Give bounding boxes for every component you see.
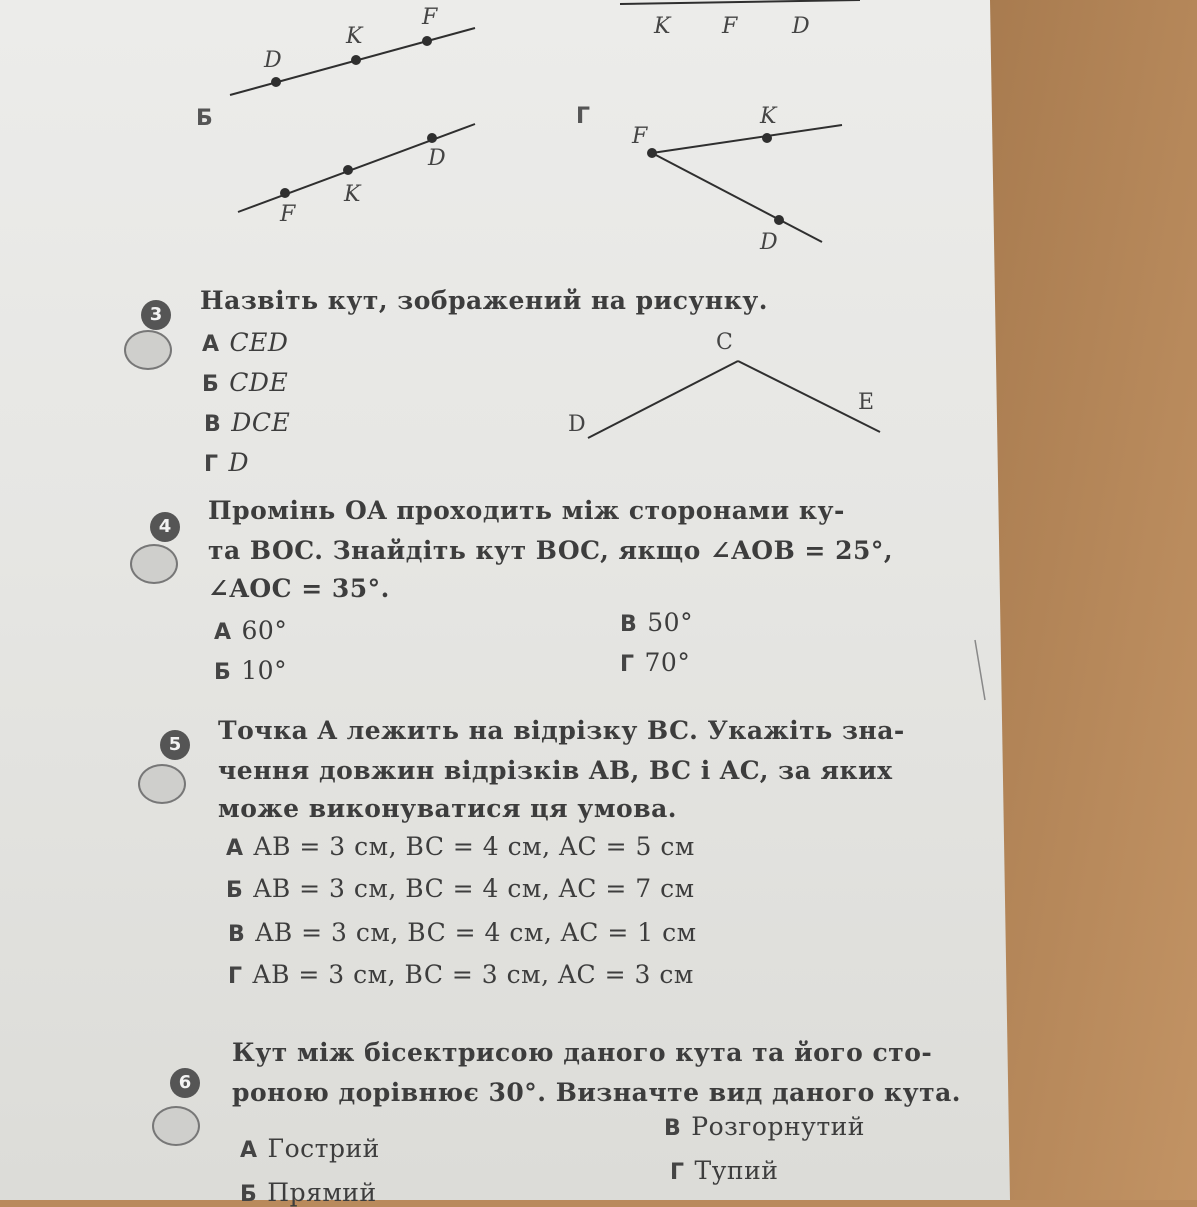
q3-label-d: D bbox=[568, 412, 586, 437]
q4-option-g[interactable]: Г 70° bbox=[620, 648, 691, 677]
q5-option-g[interactable]: Г AB = 3 см, BC = 3 см, AC = 3 см bbox=[228, 960, 694, 989]
q6-difficulty-badge bbox=[152, 1106, 200, 1146]
q3-number: 3 bbox=[141, 300, 171, 330]
q3-difficulty-badge bbox=[124, 330, 172, 370]
q5-stem-line-1: Точка A лежить на відрізку BC. Укажіть зна- bbox=[218, 716, 905, 745]
q5-stem-line-2: чення довжин відрізків AB, BC і AC, за яких bbox=[218, 756, 893, 785]
q4-option-a[interactable]: А 60° bbox=[214, 616, 288, 645]
q4-stem-line-2: та BOC. Знайдіть кут BOC, якщо ∠AOB = 25°, bbox=[208, 536, 894, 565]
q4-option-v[interactable]: В 50° bbox=[620, 608, 694, 637]
q3-option-v[interactable]: В DCE bbox=[204, 408, 291, 437]
q6-number: 6 bbox=[170, 1068, 200, 1098]
q3-label-e: E bbox=[858, 390, 875, 415]
fig-top-right-label-k: K bbox=[654, 14, 671, 39]
q6-stem-line-1: Кут між бісектрисою даного кута та його сто- bbox=[232, 1038, 933, 1067]
fig-g-label-k: K bbox=[760, 104, 777, 129]
q3-label-c: C bbox=[716, 330, 733, 355]
fig-a-label-f: F bbox=[422, 5, 438, 30]
q5-number: 5 bbox=[160, 730, 190, 760]
q5-option-b[interactable]: Б AB = 3 см, BC = 4 см, AC = 7 см bbox=[226, 874, 695, 903]
fig-top-right-label-d: D bbox=[792, 14, 810, 39]
q4-stem-line-3: ∠AOC = 35°. bbox=[208, 574, 390, 603]
q6-option-b[interactable]: Б Прямий bbox=[240, 1178, 377, 1207]
q4-difficulty-badge bbox=[130, 544, 178, 584]
q5-stem-line-3: може виконуватися ця умова. bbox=[218, 794, 677, 823]
fig-a-label-k: K bbox=[346, 24, 363, 49]
q6-option-v[interactable]: В Розгорнутий bbox=[664, 1112, 865, 1141]
fig-b-label-f: F bbox=[280, 202, 296, 227]
q5-difficulty-badge bbox=[138, 764, 186, 804]
q3-option-a[interactable]: А CED bbox=[202, 328, 289, 357]
fig-g-label-d: D bbox=[760, 230, 778, 255]
fig-b-label-k: K bbox=[344, 182, 361, 207]
q3-option-b[interactable]: Б CDE bbox=[202, 368, 289, 397]
q3-stem: Назвіть кут, зображений на рисунку. bbox=[200, 286, 768, 315]
fig-b-letter: Б bbox=[196, 106, 214, 131]
q3-option-g[interactable]: Г D bbox=[204, 448, 250, 477]
q6-option-g[interactable]: Г Тупий bbox=[670, 1156, 779, 1185]
q4-stem-line-1: Промінь OA проходить між сторонами ку- bbox=[208, 496, 845, 525]
q4-number: 4 bbox=[150, 512, 180, 542]
fig-b-label-d: D bbox=[428, 146, 446, 171]
q5-option-a[interactable]: А AB = 3 см, BC = 4 см, AC = 5 см bbox=[226, 832, 695, 861]
q6-stem-line-2: роною дорівнює 30°. Визначте вид даного кута. bbox=[232, 1078, 961, 1107]
q5-option-v[interactable]: В AB = 3 см, BC = 4 см, AC = 1 см bbox=[228, 918, 697, 947]
fig-a-label-d: D bbox=[264, 48, 282, 73]
fig-top-right-label-f: F bbox=[722, 14, 738, 39]
q6-option-a[interactable]: А Гострий bbox=[240, 1134, 380, 1163]
fig-g-letter: Г bbox=[576, 104, 591, 129]
fig-g-label-f: F bbox=[632, 124, 648, 149]
q4-option-b[interactable]: Б 10° bbox=[214, 656, 288, 685]
